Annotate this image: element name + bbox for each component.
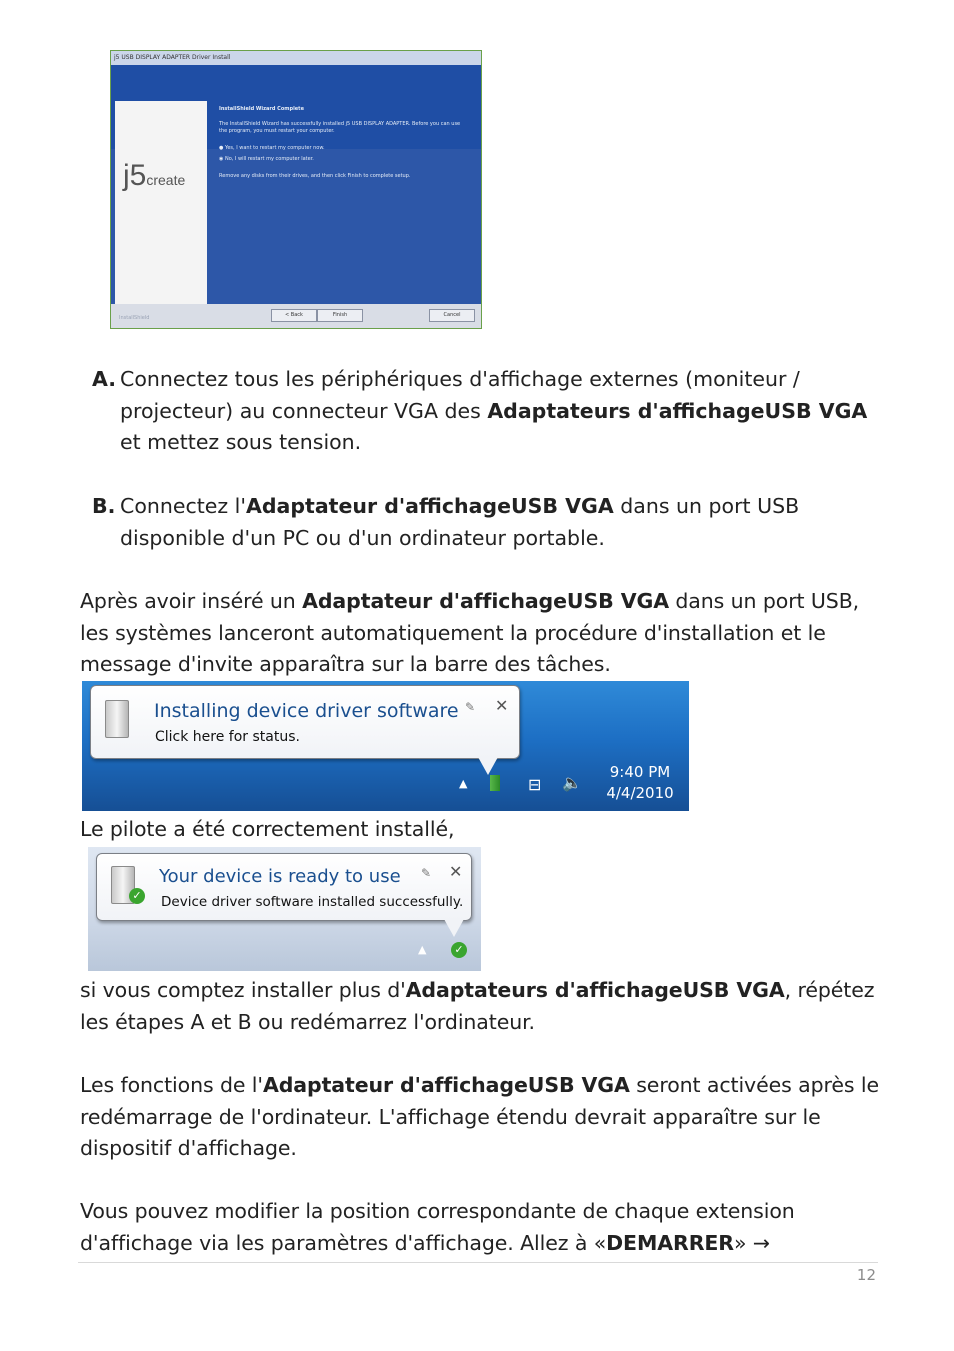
paragraph-display-settings: Vous pouvez modifier la position correspondante de chaque extension d'affichage via les paramètres d'affichage. Allez à «DEMARRER» → xyxy=(80,1199,795,1255)
installer-note: Remove any disks from their drives, and then click Finish to complete setup. xyxy=(219,173,411,179)
list-item-b: B. Connectez l'Adaptateur d'affichageUSB VGA dans un port USB disponible d'un PC ou d'un ordinateur portable. xyxy=(92,491,872,554)
balloon-subtitle: Click here for status. xyxy=(155,729,300,745)
installer-option-restart-later[interactable]: ◉ No, I will restart my computer later. xyxy=(219,156,314,162)
show-hidden-icons-arrow-icon[interactable]: ▲ xyxy=(459,777,468,790)
taskbar-installing-screenshot xyxy=(82,681,689,811)
cancel-button[interactable]: Cancel xyxy=(429,309,475,322)
checkmark-icon: ✓ xyxy=(129,888,145,904)
device-icon xyxy=(105,700,129,738)
balloon-subtitle: Device driver software installed successfully. xyxy=(161,894,464,910)
close-icon[interactable]: ✕ xyxy=(449,862,463,881)
close-icon[interactable]: ✕ xyxy=(495,696,509,715)
taskbar-ready-screenshot xyxy=(88,847,481,971)
installer-message: The InstallShield Wizard has successfully installed j5 USB DISPLAY ADAPTER. Before you can use the program, you must restart your computer. xyxy=(219,121,461,134)
j5create-logo: j5create xyxy=(123,159,186,192)
notification-balloon-ready[interactable] xyxy=(96,853,472,921)
footer-divider xyxy=(78,1262,878,1263)
show-hidden-icons-arrow-icon[interactable]: ▲ xyxy=(418,943,427,956)
taskbar-clock[interactable] xyxy=(602,762,678,804)
paragraph-functions-activated: Les fonctions de l'Adaptateur d'affichageUSB VGA seront activées après le redémarrage de l'ordinateur. L'affichage étendu devrait apparaître sur le dispositif d'affichage. xyxy=(80,1073,879,1160)
product-name: Adaptateurs d'affichageUSB VGA xyxy=(487,398,868,423)
finish-button[interactable]: Finish xyxy=(317,309,363,322)
caption-driver-installed: Le pilote a été correctement installé, xyxy=(80,817,455,841)
product-name: Adaptateur d'affichageUSB VGA xyxy=(245,494,614,518)
device-ready-tray-icon[interactable]: ✓ xyxy=(451,942,467,958)
installer-content xyxy=(219,106,469,180)
list-letter-b: B. xyxy=(92,494,116,518)
network-icon[interactable]: ⊟ xyxy=(528,775,542,794)
notification-balloon-installing[interactable] xyxy=(90,685,520,759)
installer-titlebar: j5 USB DISPLAY ADAPTER Driver Install xyxy=(111,51,481,65)
back-button[interactable]: < Back xyxy=(271,309,317,322)
installer-screenshot xyxy=(110,50,482,329)
installer-button-bar xyxy=(111,304,481,328)
pin-icon[interactable]: ✎ xyxy=(465,700,476,714)
clock-time: 9:40 PM xyxy=(609,763,671,781)
volume-icon[interactable]: 🔈 xyxy=(562,773,582,792)
page-number: 12 xyxy=(856,1266,876,1284)
installer-side-panel xyxy=(115,101,207,329)
balloon-title: Installing device driver software xyxy=(154,700,459,722)
installshield-brand: InstallShield xyxy=(119,315,150,321)
installer-option-restart-now[interactable]: ● Yes, I want to restart my computer now. xyxy=(219,145,325,151)
usb-device-icon[interactable] xyxy=(490,775,500,791)
paragraph-repeat-steps: si vous comptez installer plus d'Adaptateurs d'affichageUSB VGA, répétez les étapes A et B ou redémarrez l'ordinateur. xyxy=(80,978,875,1034)
paragraph-insert-adapter: Après avoir inséré un Adaptateur d'affichageUSB VGA dans un port USB, les systèmes lanceront automatiquement la procédure d'installation et le message d'invite apparaîtra sur la barre des tâches. xyxy=(80,589,860,676)
balloon-title: Your device is ready to use xyxy=(159,866,401,887)
balloon-tail xyxy=(478,757,498,775)
list-letter-a: A. xyxy=(92,367,117,391)
installer-heading: InstallShield Wizard Complete xyxy=(219,106,304,112)
balloon-tail xyxy=(444,919,464,937)
clock-date: 4/4/2010 xyxy=(606,784,674,802)
pin-icon[interactable]: ✎ xyxy=(421,866,432,880)
list-item-a: A. Connectez tous les périphériques d'affichage externes (moniteur / projecteur) au connecteur VGA des Adaptateurs d'affichageUSB VGA et mettez sous tension. xyxy=(92,364,872,459)
